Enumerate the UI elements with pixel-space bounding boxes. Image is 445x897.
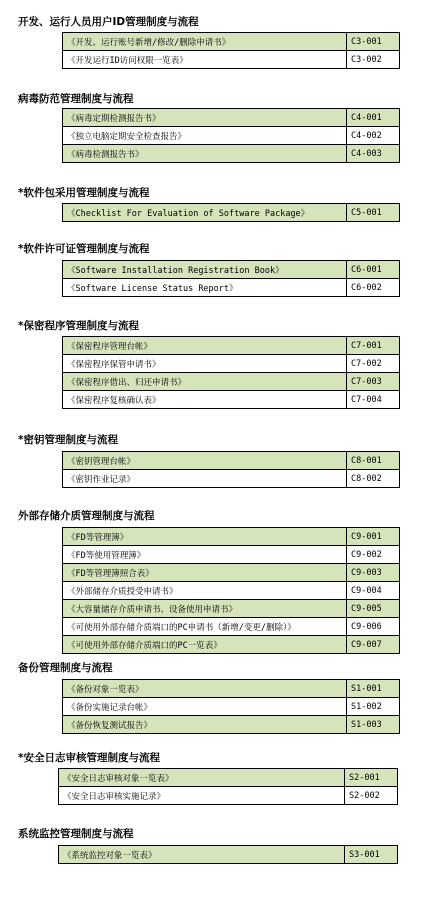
form-row: [63, 279, 400, 297]
form-row: [63, 373, 400, 391]
form-table: [62, 32, 400, 69]
form-name-cell: 《安全日志审核对象一览表》: [59, 769, 345, 787]
form-code-cell: C7-004: [347, 391, 400, 409]
form-table: [62, 679, 400, 734]
section-heading: 备份管理制度与流程: [18, 662, 113, 674]
form-row: [63, 337, 400, 355]
form-row: [63, 528, 400, 546]
form-row: [63, 680, 400, 698]
form-code-cell: C7-003: [347, 373, 400, 391]
form-row: [63, 636, 400, 654]
form-row: [63, 698, 400, 716]
form-code-cell: S2-001: [345, 769, 398, 787]
section-heading: *软件许可证管理制度与流程: [18, 243, 150, 255]
form-row: [63, 452, 400, 470]
form-row: [59, 769, 398, 787]
form-row: [63, 716, 400, 734]
form-name-cell: 《备份恢复测试报告》: [63, 716, 347, 734]
section-heading: 系统监控管理制度与流程: [18, 828, 134, 840]
section-heading: *密钥管理制度与流程: [18, 434, 118, 446]
form-code-cell: C9-006: [347, 618, 400, 636]
form-code-cell: C4-002: [347, 127, 400, 145]
form-code-cell: C4-003: [347, 145, 400, 163]
form-code-cell: S1-003: [347, 716, 400, 734]
form-code-cell: C3-001: [347, 33, 400, 51]
form-code-cell: S1-002: [347, 698, 400, 716]
form-name-cell: 《FD等管理簿照合表》: [63, 564, 347, 582]
form-code-cell: C6-002: [347, 279, 400, 297]
form-name-cell: 《备份对象一览表》: [63, 680, 347, 698]
form-row: [63, 600, 400, 618]
form-row: [59, 846, 398, 864]
section-heading: *软件包采用管理制度与流程: [18, 187, 150, 199]
form-name-cell: 《可使用外部存储介质端口的PC申请书（新增/变更/删除）》: [63, 618, 347, 636]
form-code-cell: C5-001: [347, 204, 400, 222]
form-code-cell: S1-001: [347, 680, 400, 698]
form-row: [63, 51, 400, 69]
form-row: [63, 204, 400, 222]
form-code-cell: S2-002: [345, 787, 398, 805]
form-name-cell: 《保密程序保管申请书》: [63, 355, 347, 373]
form-name-cell: 《保密程序复核确认表》: [63, 391, 347, 409]
form-code-cell: C8-002: [347, 470, 400, 488]
form-name-cell: 《可使用外部存储介质端口的PC一览表》: [63, 636, 347, 654]
form-row: [63, 127, 400, 145]
form-table: [62, 336, 400, 409]
section-heading: *保密程序管理制度与流程: [18, 320, 139, 332]
form-code-cell: C9-003: [347, 564, 400, 582]
form-name-cell: 《密钥管理台帐》: [63, 452, 347, 470]
form-code-cell: C7-002: [347, 355, 400, 373]
section-heading: *安全日志审核管理制度与流程: [18, 752, 160, 764]
form-row: [63, 564, 400, 582]
form-row: [63, 109, 400, 127]
form-name-cell: 《独立电脑定期安全检查报告》: [63, 127, 347, 145]
form-name-cell: 《安全日志审核实施记录》: [59, 787, 345, 805]
form-table: [62, 108, 400, 163]
form-table: [62, 260, 400, 297]
form-code-cell: C9-004: [347, 582, 400, 600]
form-row: [63, 355, 400, 373]
form-name-cell: 《保密程序管理台帐》: [63, 337, 347, 355]
form-code-cell: C9-001: [347, 528, 400, 546]
form-name-cell: 《系统监控对象一览表》: [59, 846, 345, 864]
form-table: [58, 768, 398, 805]
form-row: [63, 546, 400, 564]
form-row: [63, 33, 400, 51]
form-code-cell: S3-001: [345, 846, 398, 864]
form-code-cell: C9-007: [347, 636, 400, 654]
section-heading: 病毒防范管理制度与流程: [18, 93, 134, 105]
form-name-cell: 《开发运行ID访问权限一览表》: [63, 51, 347, 69]
form-table: [62, 527, 400, 654]
form-name-cell: 《大容量储存介质申请书、设备使用申请书》: [63, 600, 347, 618]
form-name-cell: 《病毒检测报告书》: [63, 145, 347, 163]
form-name-cell: 《开发、运行账号新增/修改/删除申请书》: [63, 33, 347, 51]
section-heading: 开发、运行人员用户ID管理制度与流程: [18, 16, 199, 28]
form-code-cell: C4-001: [347, 109, 400, 127]
form-code-cell: C6-001: [347, 261, 400, 279]
form-name-cell: 《备份实施记录台帐》: [63, 698, 347, 716]
form-name-cell: 《Software Installation Registration Book》: [63, 261, 347, 279]
form-row: [59, 787, 398, 805]
form-code-cell: C7-001: [347, 337, 400, 355]
form-table: [62, 203, 400, 222]
section-heading: 外部存储介质管理制度与流程: [18, 510, 155, 522]
form-name-cell: 《病毒定期检测报告书》: [63, 109, 347, 127]
form-code-cell: C8-001: [347, 452, 400, 470]
form-row: [63, 618, 400, 636]
form-row: [63, 582, 400, 600]
form-row: [63, 391, 400, 409]
form-table: [62, 451, 400, 488]
form-table: [58, 845, 398, 864]
form-row: [63, 261, 400, 279]
form-name-cell: 《Software License Status Report》: [63, 279, 347, 297]
form-code-cell: C3-002: [347, 51, 400, 69]
form-name-cell: 《密钥作业记录》: [63, 470, 347, 488]
form-row: [63, 145, 400, 163]
form-row: [63, 470, 400, 488]
form-name-cell: 《Checklist For Evaluation of Software Package》: [63, 204, 347, 222]
form-code-cell: C9-002: [347, 546, 400, 564]
form-code-cell: C9-005: [347, 600, 400, 618]
form-name-cell: 《FD等使用管理簿》: [63, 546, 347, 564]
form-name-cell: 《保密程序借出、归还申请书》: [63, 373, 347, 391]
form-name-cell: 《FD等管理簿》: [63, 528, 347, 546]
form-name-cell: 《外部储存介质授受申请书》: [63, 582, 347, 600]
